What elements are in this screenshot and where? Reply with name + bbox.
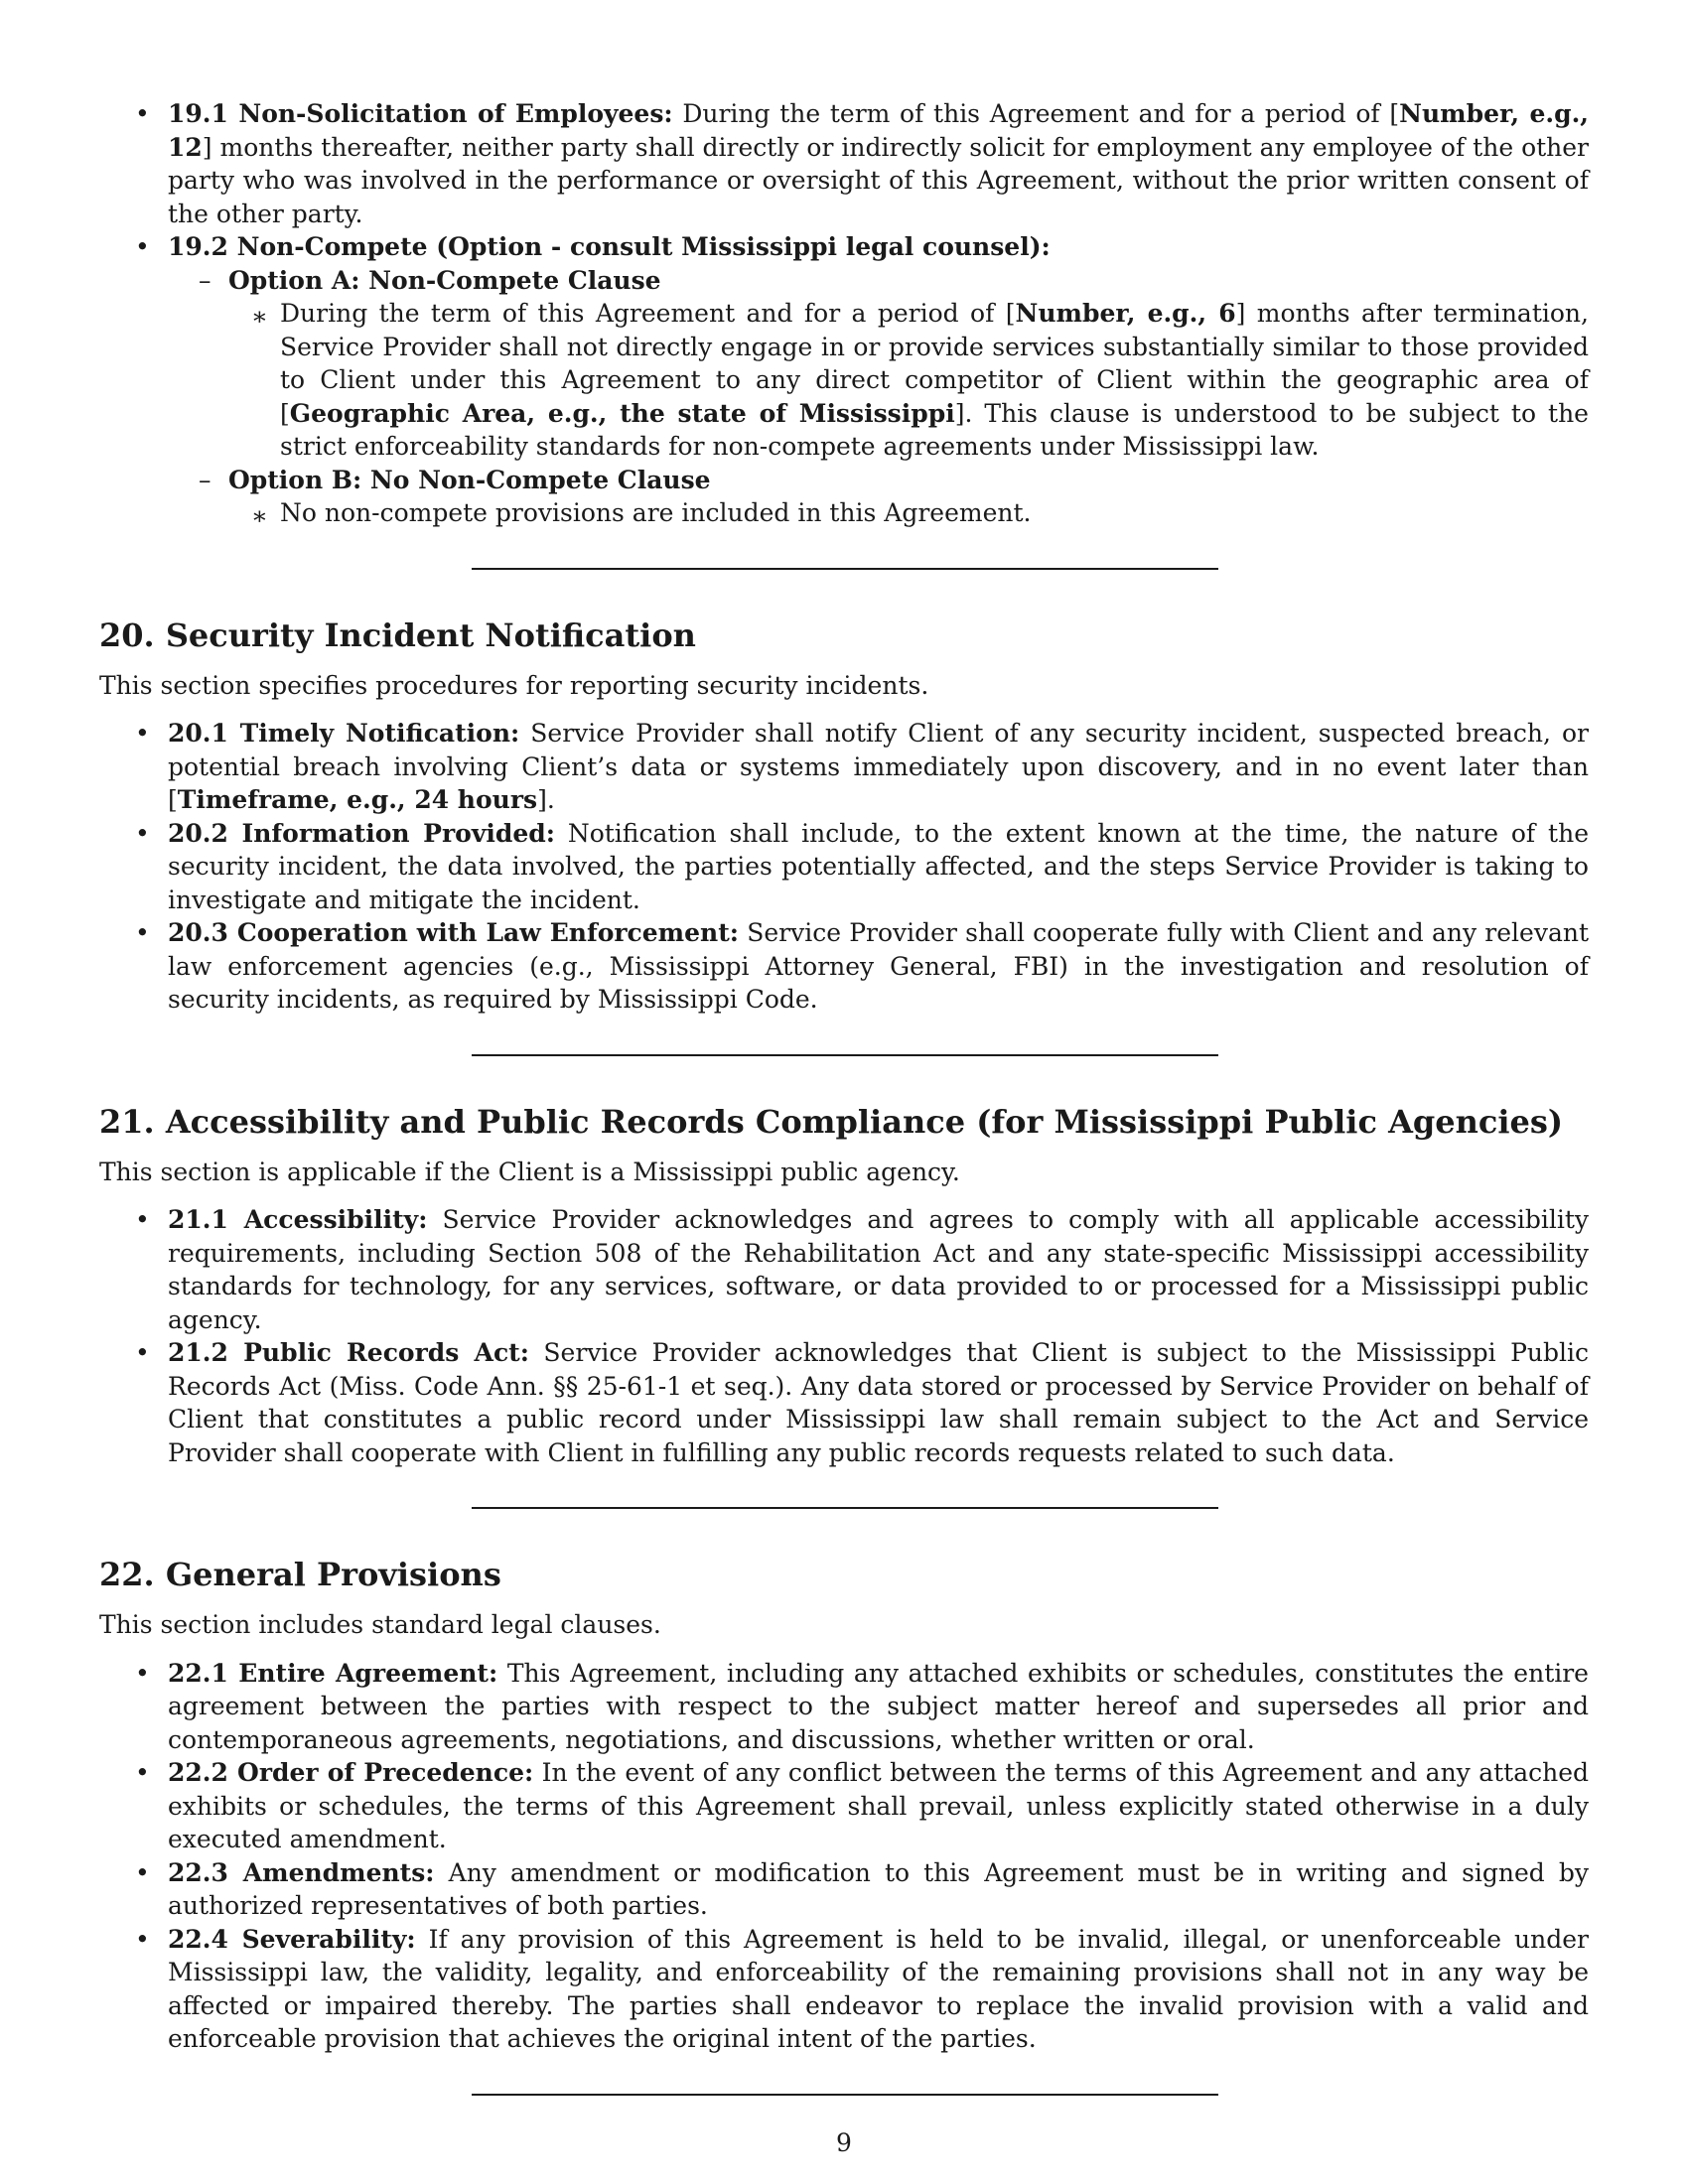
document-page xyxy=(99,97,1589,2096)
list-item-20-3 xyxy=(99,916,1589,1017)
section-19-list xyxy=(99,97,1589,530)
bullet-icon: • xyxy=(135,1205,150,1234)
bullet-icon: • xyxy=(135,918,150,947)
list-item-22-4 xyxy=(99,1923,1589,2056)
clause-text: No non-compete provisions are included in this Agreement. xyxy=(280,498,1032,527)
clause-label: 22.4 Severability: xyxy=(168,1924,416,1954)
list-item-22-1 xyxy=(99,1657,1589,1757)
clause-text: ]. xyxy=(537,785,555,814)
bullet-icon: • xyxy=(135,1758,150,1787)
clause-text: Service Provider acknowledges that Client is subject to the Mississippi Public Records Act (Miss. Code Ann. §§ 25-61-1 et seq.). Any data stored or processed by Service Provider on behalf of Client that constitutes a public record under Mississippi law shall remain subject to the Act and Service Provider shall cooperate with Client in fulfilling any public records requests related to such data. xyxy=(168,1338,1589,1467)
bullet-icon: • xyxy=(135,719,150,748)
clause-text: Notification shall include, to the extent known at the time, the nature of the security incident, the data involved, the parties potentially affected, and the steps Service Provider is taking to investigate and mitigate the incident. xyxy=(168,818,1589,914)
section-22-list xyxy=(99,1657,1589,2056)
section-heading: 22. General Provisions xyxy=(99,1556,501,1593)
placeholder-field: Timeframe, e.g., 24 hours xyxy=(177,785,538,814)
placeholder-field: Number, e.g., 6 xyxy=(1015,299,1236,328)
asterisk-icon: ∗ xyxy=(251,501,268,530)
clause-text: During the term of this Agreement and for a period of [ xyxy=(280,299,1016,328)
bullet-icon: • xyxy=(135,1924,150,1954)
option-b xyxy=(99,464,1589,497)
clause-label: 20.1 Timely Notification: xyxy=(168,719,520,748)
clause-label: 22.3 Amendments: xyxy=(168,1857,435,1887)
list-item-22-2 xyxy=(99,1756,1589,1856)
clause-label: 22.2 Order of Precedence: xyxy=(168,1758,534,1787)
dash-icon: – xyxy=(199,465,211,494)
bullet-icon: • xyxy=(135,232,150,261)
section-intro: This section is applicable if the Client is a Mississippi public agency. xyxy=(99,1157,960,1186)
bullet-icon: • xyxy=(135,818,150,848)
option-label: Option B: No Non-Compete Clause xyxy=(228,465,711,494)
placeholder-field: Number, e.g., 12 xyxy=(168,99,1590,162)
list-item-20-1 xyxy=(99,717,1589,817)
bullet-icon: • xyxy=(135,1338,150,1367)
dash-icon: – xyxy=(199,265,211,295)
option-b-text xyxy=(99,496,1589,530)
section-divider xyxy=(472,1054,1218,1056)
list-item-21-1 xyxy=(99,1203,1589,1336)
clause-label: 20.3 Cooperation with Law Enforcement: xyxy=(168,918,739,947)
section-heading: 21. Accessibility and Public Records Compliance (for Mississippi Public Agencies) xyxy=(99,1102,1564,1141)
clause-text: Service Provider acknowledges and agrees to comply with all applicable accessibility requirements, including Section 508 of the Rehabilitation Act and any state-specific Mississippi accessibility standards for technology, for any services, software, or data provided to or processed for a Mississippi public agency. xyxy=(168,1205,1590,1334)
section-heading: 20. Security Incident Notification xyxy=(99,615,696,654)
bullet-icon: • xyxy=(135,1658,150,1688)
clause-label: 19.1 Non-Solicitation of Employees: xyxy=(168,99,673,128)
clause-text: This Agreement, including any attached exhibits or schedules, constitutes the entire agreement between the parties with respect to the subject matter hereof and supersedes all prior and contemporaneous agreements, negotiations, and discussions, whether written or oral. xyxy=(168,1658,1589,1754)
option-a xyxy=(99,264,1589,298)
clause-text: Service Provider shall cooperate fully with Client and any relevant law enforcement agencies (e.g., Mississippi Attorney General, FBI) in the investigation and resolution of security incidents, as required by Mississippi Code. xyxy=(168,918,1589,1014)
clause-label: 19.2 Non-Compete (Option - consult Mississippi legal counsel): xyxy=(168,232,1051,261)
clause-text: Any amendment or modification to this Agreement must be in writing and signed by authorized representatives of both parties. xyxy=(168,1857,1590,1920)
section-divider xyxy=(472,2094,1218,2096)
clause-label: 21.1 Accessibility: xyxy=(168,1205,428,1234)
section-intro: This section specifies procedures for reporting security incidents. xyxy=(99,670,929,700)
list-item-19-1 xyxy=(99,97,1589,230)
page-number: 9 xyxy=(836,2128,852,2157)
section-divider xyxy=(472,1507,1218,1509)
clause-text: ] months after termination, Service Provider shall not directly engage in or provide services substantially similar to those provided to Client under this Agreement to any direct competitor of Client within the geographic area of [ xyxy=(280,299,1589,428)
list-item-21-2 xyxy=(99,1336,1589,1469)
clause-label: 21.2 Public Records Act: xyxy=(168,1338,529,1367)
clause-text: ]. This clause is understood to be subject to the strict enforceability standards for non-compete agreements under Mississippi law. xyxy=(280,398,1589,461)
list-item-22-3 xyxy=(99,1856,1589,1923)
clause-text: Service Provider shall notify Client of any security incident, suspected breach, or potential breach involving Client’s data or systems immediately upon discovery, and in no event later than [ xyxy=(168,719,1589,814)
bullet-icon: • xyxy=(135,99,150,128)
clause-label: 22.1 Entire Agreement: xyxy=(168,1658,498,1688)
section-20-list xyxy=(99,717,1589,1017)
clause-text: ] months thereafter, neither party shall directly or indirectly solicit for employment any employee of the other party who was involved in the performance or oversight of this Agreement, without the prior written consent of the other party. xyxy=(168,132,1590,228)
option-a-text xyxy=(99,297,1589,464)
placeholder-field: Geographic Area, e.g., the state of Mississippi xyxy=(289,398,955,428)
list-item-20-2 xyxy=(99,817,1589,917)
list-item-19-2 xyxy=(99,230,1589,264)
section-divider xyxy=(472,568,1218,570)
clause-text: If any provision of this Agreement is held to be invalid, illegal, or unenforceable under Mississippi law, the validity, legality, and enforceability of the remaining provisions shall not in any way be affected or impaired thereby. The parties shall endeavor to replace the invalid provision with a valid and enforceable provision that achieves the original intent of the parties. xyxy=(168,1924,1589,2053)
bullet-icon: • xyxy=(135,1857,150,1887)
section-intro: This section includes standard legal clauses. xyxy=(99,1610,661,1639)
clause-text: In the event of any conflict between the terms of this Agreement and any attached exhibits or schedules, the terms of this Agreement shall prevail, unless explicitly stated otherwise in a duly executed amendment. xyxy=(168,1758,1590,1853)
section-21-list xyxy=(99,1203,1589,1469)
asterisk-icon: ∗ xyxy=(251,302,268,331)
option-label: Option A: Non-Compete Clause xyxy=(228,265,661,295)
clause-label: 20.2 Information Provided: xyxy=(168,818,555,848)
clause-text: During the term of this Agreement and for a period of [ xyxy=(672,99,1400,128)
